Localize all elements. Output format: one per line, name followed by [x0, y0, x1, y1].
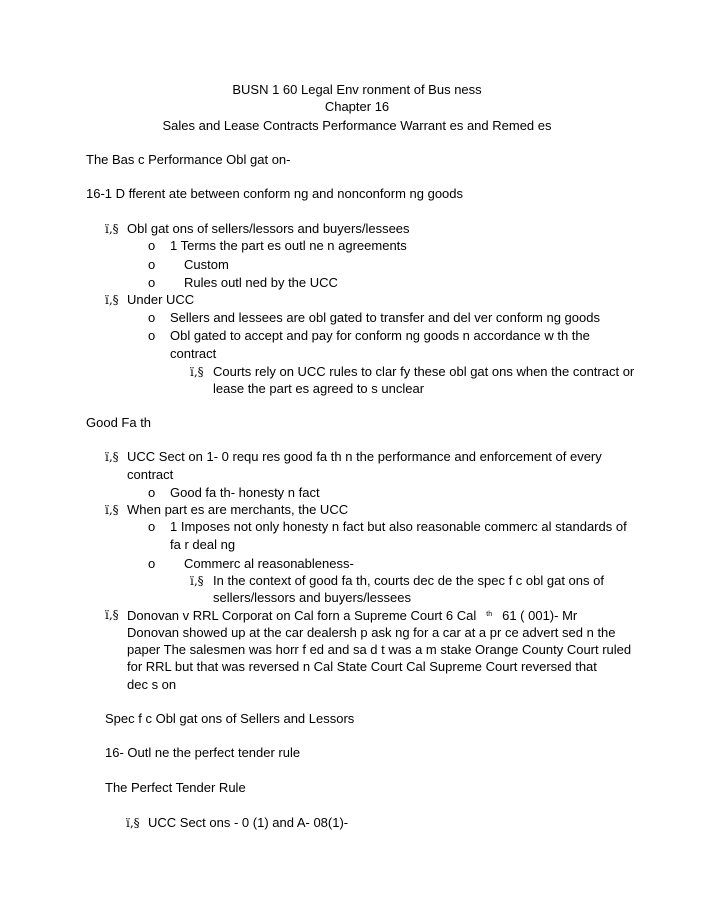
- case-citation: [127, 606, 577, 624]
- heading-16-1: 16-1 D fferent ate between conform ng and nonconform ng goods: [86, 186, 464, 201]
- heading-16-2: 16- Outl ne the perfect tender rule: [105, 745, 301, 760]
- list-item: When part es are merchants, the UCC: [127, 502, 349, 517]
- list-item: Obl gat ons of sellers/lessors and buyers/lessees: [127, 221, 410, 236]
- ordinal-superscript: th: [486, 611, 493, 618]
- sub-bullet-icon: o: [148, 310, 156, 325]
- sub-bullet-icon: o: [148, 328, 156, 343]
- heading-perfect-tender: The Perfect Tender Rule: [105, 780, 246, 795]
- list-item-continued: contract: [170, 346, 217, 361]
- list-item: Under UCC: [127, 292, 195, 307]
- bullet-icon: ï‚§: [105, 222, 119, 236]
- list-item: Custom: [184, 257, 229, 272]
- list-item-continued: contract: [127, 467, 174, 482]
- list-item-continued: sellers/lessors and buyers/lessees: [213, 590, 411, 605]
- bullet-icon: ï‚§: [190, 365, 204, 379]
- list-item: 1 Terms the part es outl ne n agreements: [170, 238, 407, 253]
- sub-bullet-icon: o: [148, 519, 156, 534]
- list-item: Sellers and lessees are obl gated to transfer and del ver conform ng goods: [170, 310, 600, 325]
- list-item: UCC Sect on 1- 0 requ res good fa th n the performance and enforcement of every: [127, 449, 602, 464]
- bullet-icon: ï‚§: [105, 503, 119, 517]
- heading-good-faith: Good Fa th: [86, 415, 152, 430]
- heading-specific-obligations: Spec f c Obl gat ons of Sellers and Lessors: [105, 711, 355, 726]
- list-item-continued: for RRL but that was reversed n Cal State Court Cal Supreme Court reversed that: [127, 659, 597, 674]
- list-item: Commerc al reasonableness-: [184, 556, 354, 571]
- list-item-continued: fa r deal ng: [170, 537, 236, 552]
- heading-basic-obligation: The Bas c Performance Obl gat on-: [86, 152, 291, 167]
- list-item-continued: Donovan showed up at the car dealersh p ask ng for a car at a pr ce advert sed n the: [127, 625, 616, 640]
- list-item: Obl gated to accept and pay for conform ng goods n accordance w th the: [170, 328, 590, 343]
- document-title: Sales and Lease Contracts Performance Warrant es and Remed es: [162, 118, 552, 133]
- sub-bullet-icon: o: [148, 556, 156, 571]
- list-item: 1 Imposes not only honesty n fact but also reasonable commerc al standards of: [170, 519, 627, 534]
- sub-bullet-icon: o: [148, 275, 156, 290]
- case-citation-text: Donovan v RRL Corporat on Cal forn a Supreme Court 6 Cal: [127, 608, 477, 623]
- list-item: Courts rely on UCC rules to clar fy these obl gat ons when the contract or: [213, 364, 635, 379]
- list-item: Good fa th- honesty n fact: [170, 485, 320, 500]
- bullet-icon: ï‚§: [105, 450, 119, 464]
- bullet-icon: ï‚§: [105, 293, 119, 307]
- bullet-icon: ï‚§: [190, 574, 204, 588]
- list-item: UCC Sect ons - 0 (1) and A- 08(1)-: [148, 815, 349, 830]
- list-item-continued: lease the part es agreed to s unclear: [213, 381, 425, 396]
- bullet-icon: ï‚§: [126, 816, 140, 830]
- list-item: Rules outl ned by the UCC: [184, 275, 338, 290]
- list-item-continued: paper The salesmen was horr f ed and sa d t was a m stake Orange County Court ruled: [127, 642, 632, 657]
- sub-bullet-icon: o: [148, 257, 156, 272]
- sub-bullet-icon: o: [148, 485, 156, 500]
- course-title: BUSN 1 60 Legal Env ronment of Bus ness: [232, 82, 482, 97]
- chapter-title: Chapter 16: [324, 99, 390, 114]
- list-item-continued: dec s on: [127, 677, 177, 692]
- case-citation-year: 61 ( 001)- Mr: [502, 608, 578, 623]
- sub-bullet-icon: o: [148, 238, 156, 253]
- bullet-icon: ï‚§: [105, 608, 119, 622]
- list-item: In the context of good fa th, courts dec de the spec f c obl gat ons of: [213, 573, 604, 588]
